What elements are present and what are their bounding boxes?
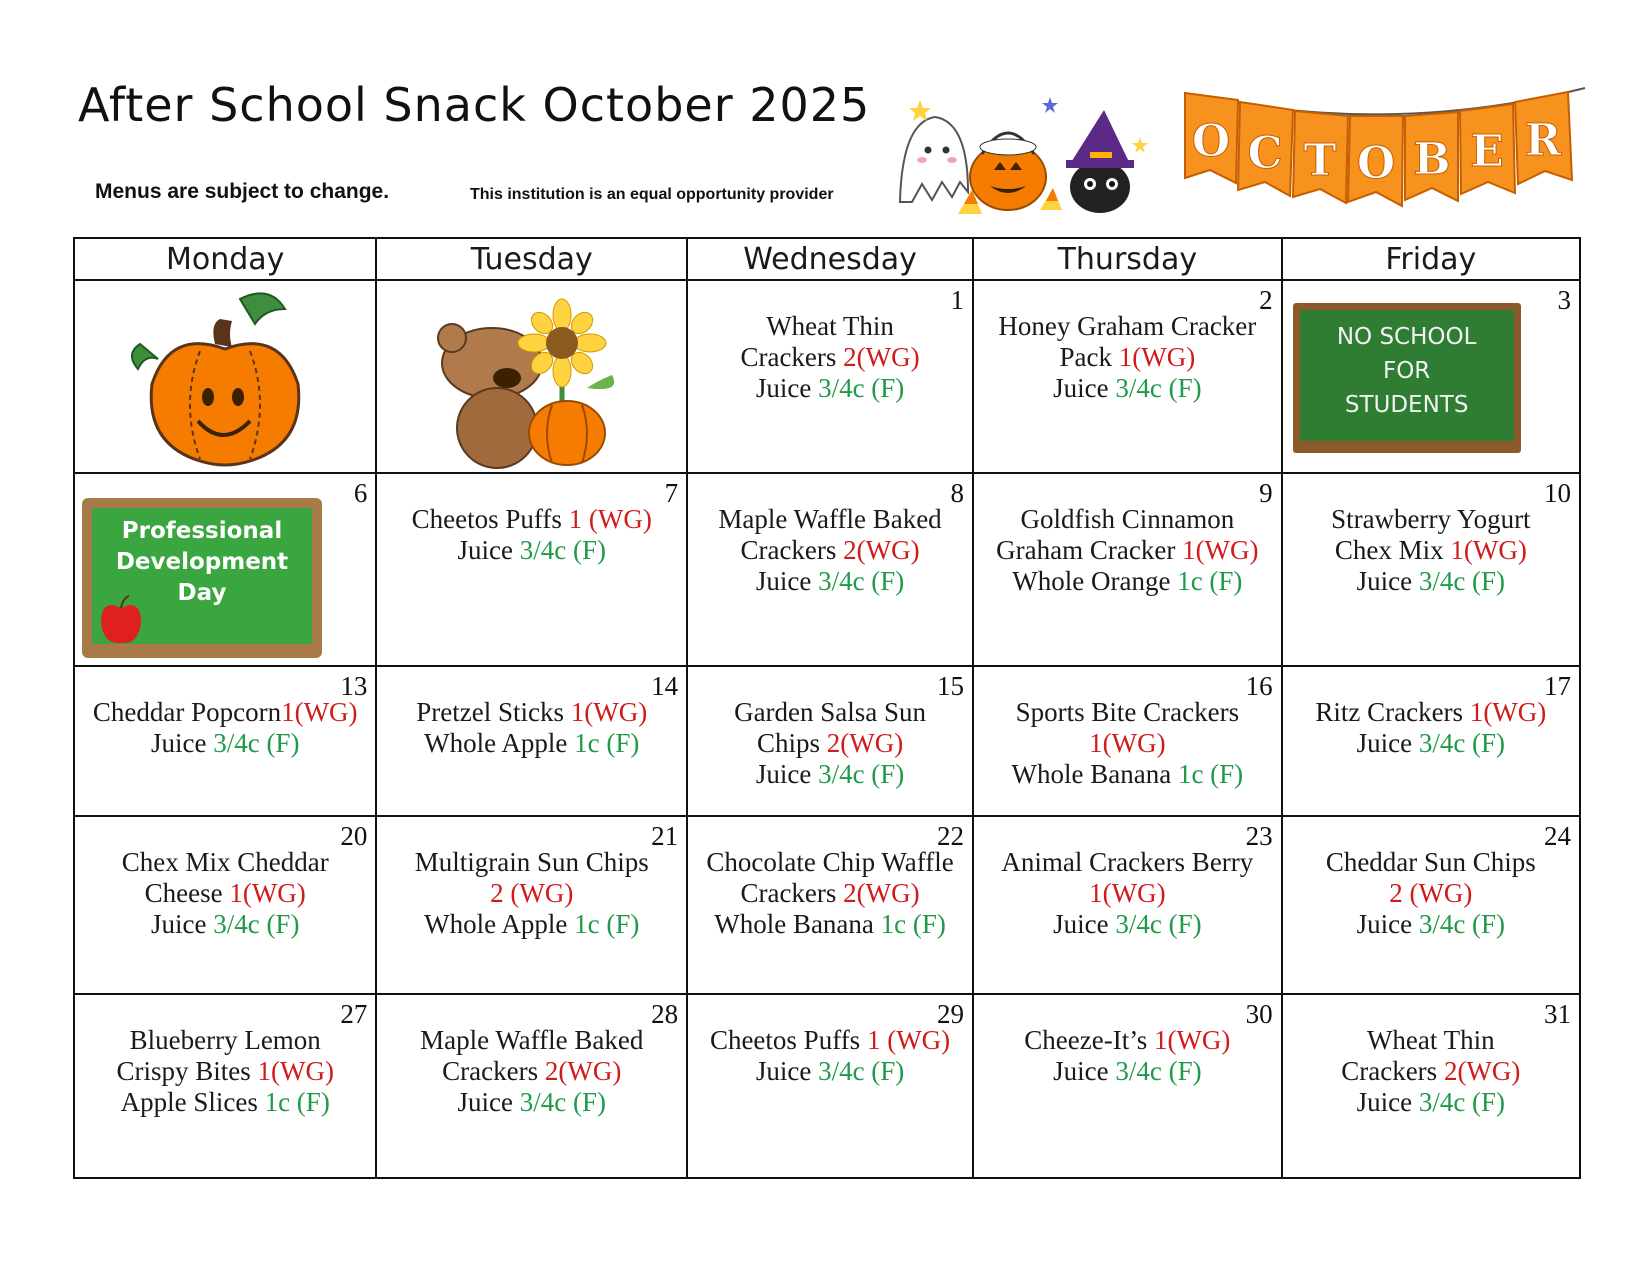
fruit-serving: 3/4c (F) bbox=[818, 566, 905, 596]
whole-grain-serving: 1(WG) bbox=[1118, 342, 1196, 372]
day-number: 3 bbox=[1557, 285, 1571, 315]
snack-item: Crackers bbox=[442, 1056, 545, 1086]
whole-grain-serving: 1(WG) bbox=[1153, 1025, 1231, 1055]
day-number: 21 bbox=[651, 821, 679, 851]
week-row-5 bbox=[74, 994, 1580, 1178]
snack-item: Crackers bbox=[740, 878, 844, 908]
banner-letter-b: B bbox=[1413, 134, 1451, 185]
day-cell-empty-monday bbox=[74, 280, 376, 473]
snack-item: Cheeze-It’s bbox=[1024, 1025, 1154, 1055]
fruit-serving: 3/4c (F) bbox=[1418, 728, 1506, 758]
day-cell-22 bbox=[687, 816, 973, 994]
day-cell-7 bbox=[376, 473, 687, 666]
day-number: 6 bbox=[353, 478, 368, 508]
no-school-line: NO SCHOOL bbox=[1336, 324, 1477, 350]
snack-item: Cheetos Puffs bbox=[709, 1025, 867, 1055]
menu-text bbox=[688, 817, 972, 940]
day-cell-23 bbox=[973, 816, 1282, 994]
whole-grain-serving: 1(WG) bbox=[1089, 728, 1166, 758]
halloween-characters-icon bbox=[890, 82, 1150, 227]
whole-grain-serving: 1(WG) bbox=[1469, 697, 1547, 727]
weekday-friday: Friday bbox=[1282, 238, 1580, 280]
whole-grain-serving: 2 (WG) bbox=[490, 878, 574, 908]
menu-text bbox=[688, 667, 972, 790]
whole-grain-serving: 2(WG) bbox=[843, 878, 920, 908]
fruit-serving: 3/4c (F) bbox=[1418, 1087, 1506, 1117]
drink-item: Juice bbox=[1053, 909, 1116, 939]
fruit-serving: 3/4c (F) bbox=[213, 909, 300, 939]
day-cell-20 bbox=[74, 816, 376, 994]
day-number: 15 bbox=[937, 671, 965, 701]
fruit-item: Whole Banana bbox=[1011, 759, 1178, 789]
day-number: 13 bbox=[340, 671, 368, 701]
day-number: 20 bbox=[340, 821, 368, 851]
chalkboard-icon bbox=[82, 498, 322, 658]
whole-grain-serving: 1(WG) bbox=[257, 1056, 334, 1086]
pd-day-line: Development bbox=[115, 549, 289, 575]
day-number: 23 bbox=[1245, 821, 1273, 851]
snack-item: Cheddar Popcorn bbox=[92, 697, 282, 727]
fruit-item: Whole Apple bbox=[424, 909, 575, 939]
fruit-item: Whole Orange bbox=[1012, 566, 1178, 596]
snack-item: Cheddar Sun Chips bbox=[1325, 847, 1536, 877]
snack-item: Goldfish Cinnamon bbox=[1020, 504, 1235, 534]
snack-item: Crackers bbox=[1341, 1056, 1444, 1086]
menu-text bbox=[974, 474, 1281, 597]
fruit-serving: 3/4c (F) bbox=[213, 728, 300, 758]
day-number: 22 bbox=[937, 821, 965, 851]
october-banner-icon bbox=[1180, 78, 1590, 228]
drink-item: Juice bbox=[150, 728, 214, 758]
drink-item: Juice bbox=[457, 1087, 520, 1117]
fruit-serving: 3/4c (F) bbox=[818, 759, 905, 789]
snack-item: Honey Graham Cracker bbox=[998, 311, 1257, 341]
drink-item: Juice bbox=[755, 759, 819, 789]
day-cell-16 bbox=[973, 666, 1282, 816]
menu-text bbox=[688, 995, 972, 1087]
weekday-wednesday: Wednesday bbox=[687, 238, 973, 280]
menu-text bbox=[377, 995, 686, 1118]
snack-item: Chex Mix Cheddar bbox=[121, 847, 329, 877]
day-cell-14 bbox=[376, 666, 687, 816]
fruit-serving: 3/4c (F) bbox=[1115, 1056, 1202, 1086]
drink-item: Juice bbox=[755, 373, 819, 403]
fruit-serving: 3/4c (F) bbox=[818, 1056, 905, 1086]
whole-grain-serving: 1(WG) bbox=[229, 878, 306, 908]
snack-item: Graham Cracker bbox=[996, 535, 1183, 565]
menu-text bbox=[974, 817, 1281, 940]
fruit-serving: 3/4c (F) bbox=[1418, 909, 1506, 939]
weekday-header-row bbox=[74, 238, 1580, 280]
day-cell-29 bbox=[687, 994, 973, 1178]
day-cell-31 bbox=[1282, 994, 1580, 1178]
banner-letter-o2: O bbox=[1356, 138, 1396, 189]
menu-text bbox=[1283, 995, 1579, 1118]
week-row-2 bbox=[74, 473, 1580, 666]
banner-letter-e: E bbox=[1470, 126, 1504, 177]
day-cell-empty-tuesday bbox=[376, 280, 687, 473]
day-cell-1 bbox=[687, 280, 973, 473]
day-cell-30 bbox=[973, 994, 1282, 1178]
snack-item: Multigrain Sun Chips bbox=[414, 847, 649, 877]
no-school-line: FOR bbox=[1382, 358, 1431, 384]
pd-day-line: Day bbox=[177, 580, 227, 606]
page-title: After School Snack October 2025 bbox=[78, 78, 871, 132]
snack-item: Crispy Bites bbox=[116, 1056, 258, 1086]
menu-text bbox=[75, 995, 375, 1118]
day-cell-6 bbox=[74, 473, 376, 666]
snack-item: Pack bbox=[1059, 342, 1119, 372]
snack-item: Chips bbox=[756, 728, 827, 758]
whole-grain-serving: 2(WG) bbox=[544, 1056, 622, 1086]
day-cell-28 bbox=[376, 994, 687, 1178]
drink-item: Juice bbox=[150, 909, 214, 939]
drink-item: Juice bbox=[755, 566, 819, 596]
fruit-serving: 1c (F) bbox=[574, 909, 640, 939]
drink-item: Juice bbox=[1356, 909, 1419, 939]
day-cell-9 bbox=[973, 473, 1282, 666]
whole-grain-serving: 1(WG) bbox=[1450, 535, 1527, 565]
snack-item: Maple Waffle Baked bbox=[420, 1025, 644, 1055]
banner-letter-c: C bbox=[1247, 128, 1283, 179]
day-cell-21 bbox=[376, 816, 687, 994]
fruit-item: Whole Apple bbox=[424, 728, 575, 758]
fruit-serving: 3/4c (F) bbox=[818, 373, 905, 403]
day-number: 8 bbox=[950, 478, 965, 508]
fruit-item: Whole Banana bbox=[714, 909, 881, 939]
snack-item: Maple Waffle Baked bbox=[718, 504, 942, 534]
menu-text bbox=[377, 817, 686, 940]
week-row-1 bbox=[74, 280, 1580, 473]
day-number: 24 bbox=[1544, 821, 1571, 851]
weekday-tuesday: Tuesday bbox=[376, 238, 687, 280]
pd-day-line: Professional bbox=[121, 518, 283, 544]
whole-grain-serving: 2(WG) bbox=[843, 342, 920, 372]
day-number: 1 bbox=[950, 285, 965, 315]
menu-text bbox=[1283, 817, 1579, 940]
day-number: 29 bbox=[937, 999, 965, 1029]
banner-letter-o1: O bbox=[1191, 116, 1231, 167]
day-number: 27 bbox=[340, 999, 368, 1029]
banner-letter-r: R bbox=[1524, 115, 1562, 166]
snack-item: Chex Mix bbox=[1334, 535, 1451, 565]
menu-text bbox=[688, 281, 972, 404]
whole-grain-serving: 1 (WG) bbox=[568, 504, 652, 534]
menu-text bbox=[974, 667, 1281, 790]
day-number: 14 bbox=[651, 671, 679, 701]
day-number: 16 bbox=[1245, 671, 1273, 701]
whole-grain-serving: 1(WG) bbox=[570, 697, 648, 727]
fruit-serving: 1c (F) bbox=[1177, 759, 1244, 789]
drink-item: Juice bbox=[1356, 566, 1419, 596]
drink-item: Juice bbox=[1356, 1087, 1419, 1117]
menu-text bbox=[974, 281, 1281, 404]
whole-grain-serving: 2(WG) bbox=[843, 535, 920, 565]
day-number: 10 bbox=[1544, 478, 1571, 508]
day-number: 28 bbox=[651, 999, 679, 1029]
day-number: 17 bbox=[1544, 671, 1571, 701]
no-school-line: STUDENTS bbox=[1344, 392, 1469, 418]
snack-item: Crackers bbox=[740, 342, 844, 372]
day-cell-3 bbox=[1282, 280, 1580, 473]
apple-icon bbox=[96, 593, 146, 648]
drink-item: Juice bbox=[457, 535, 520, 565]
whole-grain-serving: 1(WG) bbox=[1182, 535, 1259, 565]
menu-text bbox=[377, 474, 686, 566]
fruit-serving: 1c (F) bbox=[880, 909, 946, 939]
banner-letter-t: T bbox=[1303, 135, 1337, 186]
snack-item: Animal Crackers Berry bbox=[1001, 847, 1254, 877]
fruit-item: Apple Slices bbox=[120, 1087, 265, 1117]
calendar-table bbox=[73, 237, 1581, 1179]
menu-text bbox=[377, 667, 686, 759]
day-cell-8 bbox=[687, 473, 973, 666]
snack-item: Cheetos Puffs bbox=[411, 504, 569, 534]
menu-text bbox=[75, 817, 375, 940]
weekday-monday: Monday bbox=[74, 238, 376, 280]
week-row-3 bbox=[74, 666, 1580, 816]
day-cell-15 bbox=[687, 666, 973, 816]
menu-text bbox=[688, 474, 972, 597]
day-number: 9 bbox=[1259, 478, 1273, 508]
snack-item: Chocolate Chip Waffle bbox=[706, 847, 954, 877]
fruit-serving: 1c (F) bbox=[264, 1087, 330, 1117]
whole-grain-serving: 2 (WG) bbox=[1389, 878, 1473, 908]
pumpkin-icon bbox=[120, 289, 330, 471]
day-number: 7 bbox=[664, 478, 679, 508]
day-cell-27 bbox=[74, 994, 376, 1178]
equal-opportunity-note: This institution is an equal opportunity provider bbox=[470, 186, 834, 203]
day-cell-24 bbox=[1282, 816, 1580, 994]
snack-item: Garden Salsa Sun bbox=[734, 697, 927, 727]
snack-item: Wheat Thin bbox=[766, 311, 894, 341]
day-cell-10 bbox=[1282, 473, 1580, 666]
bear-sunflower-icon bbox=[422, 293, 632, 471]
menu-text bbox=[1283, 667, 1579, 759]
drink-item: Juice bbox=[755, 1056, 819, 1086]
chalkboard-icon bbox=[1293, 303, 1521, 453]
fruit-serving: 1c (F) bbox=[574, 728, 640, 758]
fruit-serving: 3/4c (F) bbox=[1418, 566, 1506, 596]
snack-item: Crackers bbox=[740, 535, 844, 565]
snack-item: Ritz Crackers bbox=[1315, 697, 1470, 727]
week-row-4 bbox=[74, 816, 1580, 994]
drink-item: Juice bbox=[1053, 1056, 1116, 1086]
snack-item: Blueberry Lemon bbox=[129, 1025, 321, 1055]
menu-text bbox=[974, 995, 1281, 1087]
weekday-thursday: Thursday bbox=[973, 238, 1282, 280]
menu-text bbox=[75, 667, 375, 759]
snack-item: Strawberry Yogurt bbox=[1331, 504, 1531, 534]
snack-item: Pretzel Sticks bbox=[416, 697, 571, 727]
day-number: 2 bbox=[1259, 285, 1273, 315]
day-cell-2 bbox=[973, 280, 1282, 473]
whole-grain-serving: 2(WG) bbox=[1443, 1056, 1521, 1086]
fruit-serving: 3/4c (F) bbox=[519, 535, 606, 565]
whole-grain-serving: 1 (WG) bbox=[866, 1025, 951, 1055]
drink-item: Juice bbox=[1053, 373, 1116, 403]
day-number: 30 bbox=[1245, 999, 1273, 1029]
fruit-serving: 1c (F) bbox=[1177, 566, 1243, 596]
whole-grain-serving: 1(WG) bbox=[281, 697, 358, 727]
snack-item: Wheat Thin bbox=[1366, 1025, 1495, 1055]
snack-item: Sports Bite Crackers bbox=[1015, 697, 1240, 727]
menu-text bbox=[1283, 474, 1579, 597]
menu-change-note: Menus are subject to change. bbox=[95, 180, 390, 203]
snack-item: Cheese bbox=[144, 878, 230, 908]
whole-grain-serving: 1(WG) bbox=[1089, 878, 1166, 908]
day-cell-13 bbox=[74, 666, 376, 816]
fruit-serving: 3/4c (F) bbox=[519, 1087, 606, 1117]
fruit-serving: 3/4c (F) bbox=[1115, 373, 1202, 403]
day-cell-17 bbox=[1282, 666, 1580, 816]
day-number: 31 bbox=[1544, 999, 1571, 1029]
fruit-serving: 3/4c (F) bbox=[1115, 909, 1202, 939]
drink-item: Juice bbox=[1356, 728, 1419, 758]
whole-grain-serving: 2(WG) bbox=[826, 728, 904, 758]
